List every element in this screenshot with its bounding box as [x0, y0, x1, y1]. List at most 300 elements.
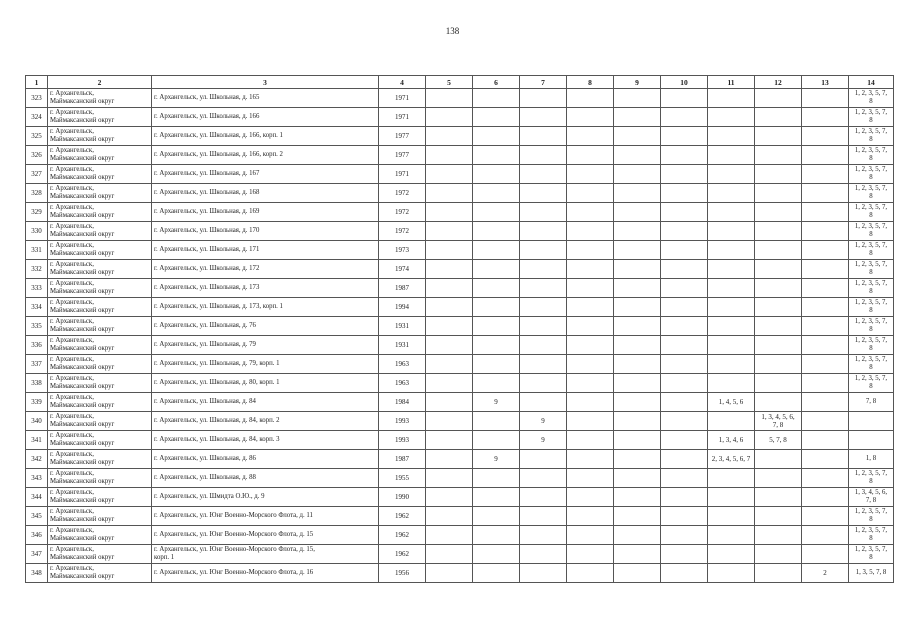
col14-cell	[849, 469, 894, 488]
district-cell	[48, 165, 152, 184]
district-cell	[48, 89, 152, 108]
cell-line: г. Архангельск, ул. Школьная, д. 86	[154, 454, 256, 462]
address-cell	[152, 469, 379, 488]
address-cell	[152, 336, 379, 355]
cell-line: 8	[869, 174, 873, 181]
row-number: 344	[26, 488, 48, 507]
cell-line: г. Архангельск,	[50, 146, 94, 154]
row-number: 325	[26, 127, 48, 146]
district-cell	[48, 317, 152, 336]
cell-line: г. Архангельск,	[50, 89, 94, 97]
cell-line: г. Архангельск, ул. Школьная, д. 76	[154, 321, 256, 329]
cell-line: г. Архангельск,	[50, 336, 94, 344]
cell-line: г. Архангельск, ул. Школьная, д. 166	[154, 112, 260, 120]
col7-cell	[520, 450, 567, 469]
cell-line: 1, 3, 5, 7, 8	[855, 568, 887, 576]
col8-cell	[567, 526, 614, 545]
table-row	[26, 336, 894, 355]
address-cell	[152, 431, 379, 450]
year-cell: 1974	[379, 260, 426, 279]
col13-cell	[802, 317, 849, 336]
col11-cell	[708, 355, 755, 374]
col12-cell	[755, 450, 802, 469]
cell-line: г. Архангельск,	[50, 393, 94, 401]
col11-cell	[708, 165, 755, 184]
year-cell: 1963	[379, 355, 426, 374]
col7-cell	[520, 222, 567, 241]
cell-line: г. Архангельск,	[50, 203, 94, 211]
col13-cell	[802, 146, 849, 165]
col5-cell	[426, 89, 473, 108]
col8-cell	[567, 108, 614, 127]
col14-cell	[849, 298, 894, 317]
col12-cell	[755, 526, 802, 545]
col6-cell	[473, 488, 520, 507]
cell-line: 8	[869, 345, 873, 352]
cell-line: г. Архангельск, ул. Школьная, д. 169	[154, 207, 260, 215]
cell-line: 1, 2, 3, 5, 7,	[854, 241, 888, 249]
col12-cell	[755, 564, 802, 583]
table-row	[26, 108, 894, 127]
row-number: 337	[26, 355, 48, 374]
cell-line: г. Архангельск, ул. Школьная, д. 80, корп. 1	[154, 378, 280, 386]
col11-cell	[708, 146, 755, 165]
cell-line: Маймаксанский округ	[50, 440, 115, 447]
table-row	[26, 393, 894, 412]
cell-line: г. Архангельск, ул. Шмидта О.Ю., д. 9	[154, 492, 265, 500]
district-cell	[48, 203, 152, 222]
col12-cell	[755, 469, 802, 488]
district-cell	[48, 108, 152, 127]
col14-cell	[849, 545, 894, 564]
address-cell	[152, 241, 379, 260]
col7-cell	[520, 317, 567, 336]
cell-line: 1, 2, 3, 5, 7,	[854, 507, 888, 515]
col9-cell	[614, 298, 661, 317]
cell-line: Маймаксанский округ	[50, 383, 115, 390]
col9-cell	[614, 393, 661, 412]
col8-cell	[567, 507, 614, 526]
cell-line: 8	[869, 269, 873, 276]
cell-line: 1, 2, 3, 5, 7,	[854, 298, 888, 306]
col10-cell	[661, 260, 708, 279]
cell-line: 1, 3, 4, 5, 6,	[761, 412, 795, 421]
col6-cell	[473, 89, 520, 108]
col8-cell	[567, 564, 614, 583]
col6-cell	[473, 374, 520, 393]
cell-line: Маймаксанский округ	[50, 364, 115, 371]
col14-cell	[849, 526, 894, 545]
district-cell	[48, 545, 152, 564]
year-cell: 1984	[379, 393, 426, 412]
col9-cell	[614, 431, 661, 450]
col8-cell	[567, 545, 614, 564]
col11-cell	[708, 526, 755, 545]
col9-cell	[614, 108, 661, 127]
col9-cell	[614, 184, 661, 203]
col12-cell	[755, 165, 802, 184]
cell-line: 8	[869, 212, 873, 219]
cell-line: г. Архангельск,	[50, 355, 94, 363]
col11-cell	[708, 488, 755, 507]
cell-line: г. Архангельск,	[50, 165, 94, 173]
col11-cell	[708, 469, 755, 488]
address-cell	[152, 355, 379, 374]
col5-cell	[426, 374, 473, 393]
col11-cell	[708, 127, 755, 146]
col6-cell	[473, 184, 520, 203]
district-cell	[48, 146, 152, 165]
col6-cell	[473, 127, 520, 146]
table-row	[26, 298, 894, 317]
row-number: 329	[26, 203, 48, 222]
col7-cell	[520, 260, 567, 279]
cell-line: 8	[869, 326, 873, 333]
col6-cell	[473, 165, 520, 184]
col12-cell	[755, 393, 802, 412]
col5-cell	[426, 469, 473, 488]
table-row	[26, 526, 894, 545]
col10-cell	[661, 374, 708, 393]
col7-cell	[520, 545, 567, 564]
cell-line: Маймаксанский округ	[50, 326, 115, 333]
col14-cell	[849, 222, 894, 241]
row-number: 343	[26, 469, 48, 488]
cell-line: г. Архангельск, ул. Школьная, д. 84	[154, 397, 256, 405]
address-cell	[152, 298, 379, 317]
row-number: 327	[26, 165, 48, 184]
col11-cell	[708, 184, 755, 203]
year-cell: 1962	[379, 507, 426, 526]
col9-cell	[614, 507, 661, 526]
col13-cell	[802, 412, 849, 431]
col11-cell	[708, 89, 755, 108]
col13-cell	[802, 298, 849, 317]
col14-cell	[849, 431, 894, 450]
year-cell: 1971	[379, 165, 426, 184]
cell-line: Маймаксанский округ	[50, 288, 115, 295]
row-number: 345	[26, 507, 48, 526]
col10-cell	[661, 165, 708, 184]
col10-cell	[661, 526, 708, 545]
year-cell: 1931	[379, 336, 426, 355]
col6-cell	[473, 526, 520, 545]
col6-cell	[473, 469, 520, 488]
cell-line: Маймаксанский округ	[50, 136, 115, 143]
row-number: 332	[26, 260, 48, 279]
col14-cell	[849, 241, 894, 260]
cell-line: 1, 2, 3, 5, 7,	[854, 279, 888, 287]
col13-cell	[802, 545, 849, 564]
address-cell	[152, 203, 379, 222]
col14-cell	[849, 412, 894, 431]
col11-cell	[708, 545, 755, 564]
column-header: 6	[473, 76, 520, 89]
row-number: 340	[26, 412, 48, 431]
cell-line: Маймаксанский округ	[50, 174, 115, 181]
col5-cell	[426, 336, 473, 355]
col14-cell	[849, 279, 894, 298]
col11-cell	[708, 260, 755, 279]
col9-cell	[614, 241, 661, 260]
col6-cell	[473, 203, 520, 222]
address-cell	[152, 450, 379, 469]
col12-cell	[755, 241, 802, 260]
table-row	[26, 146, 894, 165]
col11-cell	[708, 108, 755, 127]
col11-cell	[708, 507, 755, 526]
col6-cell	[473, 412, 520, 431]
district-cell	[48, 336, 152, 355]
col9-cell	[614, 469, 661, 488]
column-header: 12	[755, 76, 802, 89]
table-row	[26, 355, 894, 374]
cell-line: 1, 2, 3, 5, 7,	[854, 146, 888, 154]
cell-line: Маймаксанский округ	[50, 98, 115, 105]
col8-cell	[567, 279, 614, 298]
col9-cell	[614, 374, 661, 393]
district-cell	[48, 222, 152, 241]
cell-line: 5, 7, 8	[769, 435, 787, 444]
col13-cell	[802, 393, 849, 412]
year-cell: 1972	[379, 222, 426, 241]
table-row	[26, 184, 894, 203]
col5-cell	[426, 526, 473, 545]
year-cell: 1972	[379, 184, 426, 203]
cell-line: 8	[869, 307, 873, 314]
table-row	[26, 507, 894, 526]
cell-line: 1, 2, 3, 5, 7,	[854, 203, 888, 211]
col8-cell	[567, 317, 614, 336]
year-cell: 1972	[379, 203, 426, 222]
cell-line: Маймаксанский округ	[50, 535, 115, 542]
col12-cell	[755, 336, 802, 355]
cell-line: Маймаксанский округ	[50, 497, 115, 504]
cell-line: г. Архангельск,	[50, 507, 94, 515]
col10-cell	[661, 507, 708, 526]
col6-cell: 9	[473, 450, 520, 469]
year-cell: 1962	[379, 526, 426, 545]
cell-line: г. Архангельск, ул. Школьная, д. 84, корп. 2	[154, 416, 280, 424]
col12-cell	[755, 127, 802, 146]
cell-line: г. Архангельск,	[50, 108, 94, 116]
col6-cell	[473, 222, 520, 241]
col13-cell	[802, 431, 849, 450]
cell-line: Маймаксанский округ	[50, 117, 115, 124]
column-header: 9	[614, 76, 661, 89]
cell-line: 1, 2, 3, 5, 7,	[854, 526, 888, 534]
col5-cell	[426, 203, 473, 222]
cell-line: г. Архангельск,	[50, 374, 94, 382]
column-header: 10	[661, 76, 708, 89]
col13-cell	[802, 526, 849, 545]
col9-cell	[614, 412, 661, 431]
col9-cell	[614, 89, 661, 108]
address-cell	[152, 146, 379, 165]
col10-cell	[661, 184, 708, 203]
row-number: 338	[26, 374, 48, 393]
col13-cell	[802, 469, 849, 488]
cell-line: г. Архангельск, ул. Школьная, д. 171	[154, 245, 260, 253]
col5-cell	[426, 241, 473, 260]
row-number: 342	[26, 450, 48, 469]
col9-cell	[614, 260, 661, 279]
address-cell	[152, 374, 379, 393]
cell-line: г. Архангельск,	[50, 184, 94, 192]
col10-cell	[661, 488, 708, 507]
col12-cell	[755, 545, 802, 564]
row-number: 348	[26, 564, 48, 583]
cell-line: г. Архангельск, ул. Школьная, д. 168	[154, 188, 260, 196]
cell-line: 1, 2, 3, 5, 7,	[854, 222, 888, 230]
cell-line: 8	[869, 516, 873, 523]
cell-line: 1, 2, 3, 5, 7,	[854, 260, 888, 268]
col14-cell	[849, 336, 894, 355]
col8-cell	[567, 488, 614, 507]
address-cell	[152, 89, 379, 108]
district-cell	[48, 279, 152, 298]
col11-cell	[708, 564, 755, 583]
col10-cell	[661, 89, 708, 108]
cell-line: Маймаксанский округ	[50, 307, 115, 314]
column-header: 4	[379, 76, 426, 89]
col6-cell	[473, 298, 520, 317]
col6-cell	[473, 241, 520, 260]
col8-cell	[567, 241, 614, 260]
col7-cell	[520, 393, 567, 412]
col8-cell	[567, 165, 614, 184]
col11-cell	[708, 222, 755, 241]
col7-cell	[520, 564, 567, 583]
cell-line: г. Архангельск, ул. Школьная, д. 79	[154, 340, 256, 348]
col13-cell	[802, 336, 849, 355]
year-cell: 1956	[379, 564, 426, 583]
cell-line: 8	[869, 288, 873, 295]
district-cell	[48, 564, 152, 583]
col14-cell	[849, 165, 894, 184]
district-cell	[48, 393, 152, 412]
col14-cell	[849, 108, 894, 127]
district-cell	[48, 260, 152, 279]
year-cell: 1990	[379, 488, 426, 507]
address-cell	[152, 526, 379, 545]
cell-line: г. Архангельск,	[50, 545, 94, 553]
col14-cell	[849, 393, 894, 412]
column-header: 11	[708, 76, 755, 89]
col13-cell	[802, 507, 849, 526]
cell-line: г. Архангельск, ул. Школьная, д. 166, корп. 1	[154, 131, 283, 139]
col5-cell	[426, 355, 473, 374]
col14-cell	[849, 355, 894, 374]
col14-cell	[849, 564, 894, 583]
col12-cell	[755, 317, 802, 336]
cell-line: г. Архангельск, ул. Школьная, д. 84, корп. 3	[154, 435, 280, 443]
cell-line: Маймаксанский округ	[50, 155, 115, 162]
cell-line: 7, 8	[865, 397, 877, 405]
cell-line: 7, 8	[865, 497, 877, 504]
row-number: 323	[26, 89, 48, 108]
col7-cell	[520, 526, 567, 545]
col12-cell	[755, 146, 802, 165]
col13-cell	[802, 241, 849, 260]
row-number: 331	[26, 241, 48, 260]
cell-line: 1, 2, 3, 5, 7,	[854, 469, 888, 477]
cell-line: г. Архангельск,	[50, 279, 94, 287]
table-row	[26, 165, 894, 184]
col6-cell	[473, 431, 520, 450]
cell-line: 1, 2, 3, 5, 7,	[854, 317, 888, 325]
col10-cell	[661, 355, 708, 374]
cell-line: Маймаксанский округ	[50, 516, 115, 523]
year-cell: 1955	[379, 469, 426, 488]
cell-line: Маймаксанский округ	[50, 554, 115, 561]
row-number: 339	[26, 393, 48, 412]
col11-cell	[708, 241, 755, 260]
district-cell	[48, 469, 152, 488]
cell-line: 1, 2, 3, 5, 7,	[854, 374, 888, 382]
cell-line: 1, 2, 3, 5, 7,	[854, 165, 888, 173]
col10-cell	[661, 545, 708, 564]
cell-line: 8	[869, 98, 873, 105]
col7-cell	[520, 279, 567, 298]
cell-line: г. Архангельск,	[50, 526, 94, 534]
col8-cell	[567, 146, 614, 165]
header-row	[26, 76, 894, 89]
col7-cell	[520, 488, 567, 507]
year-cell: 1971	[379, 108, 426, 127]
col8-cell	[567, 127, 614, 146]
year-cell: 1963	[379, 374, 426, 393]
cell-line: 8	[869, 535, 873, 542]
column-header: 1	[26, 76, 48, 89]
table-row	[26, 374, 894, 393]
col12-cell	[755, 507, 802, 526]
col11-cell	[708, 317, 755, 336]
col12-cell	[755, 355, 802, 374]
cell-line: 1, 3, 4, 6	[718, 435, 744, 444]
col8-cell	[567, 355, 614, 374]
cell-line: г. Архангельск,	[50, 412, 94, 420]
col10-cell	[661, 203, 708, 222]
col8-cell	[567, 184, 614, 203]
cell-line: г. Архангельск, ул. Юнг Военно-Морского Флота, д. 16	[154, 568, 314, 576]
table-row	[26, 412, 894, 431]
cell-line: г. Архангельск,	[50, 450, 94, 458]
row-number: 330	[26, 222, 48, 241]
col5-cell	[426, 260, 473, 279]
col11-cell	[708, 431, 755, 450]
col5-cell	[426, 279, 473, 298]
cell-line: г. Архангельск, ул. Школьная, д. 88	[154, 473, 256, 481]
cell-line: Маймаксанский округ	[50, 402, 115, 409]
address-cell	[152, 279, 379, 298]
col8-cell	[567, 393, 614, 412]
column-header: 13	[802, 76, 849, 89]
cell-line: г. Архангельск, ул. Школьная, д. 173	[154, 283, 260, 291]
district-cell	[48, 127, 152, 146]
col13-cell	[802, 184, 849, 203]
table-row	[26, 564, 894, 583]
cell-line: 1, 3, 4, 5, 6,	[854, 488, 888, 496]
cell-line: г. Архангельск, ул. Школьная, д. 79, корп. 1	[154, 359, 280, 367]
col6-cell	[473, 146, 520, 165]
year-cell: 1962	[379, 545, 426, 564]
col9-cell	[614, 545, 661, 564]
col7-cell	[520, 374, 567, 393]
year-cell: 1977	[379, 146, 426, 165]
year-cell: 1993	[379, 431, 426, 450]
col6-cell: 9	[473, 393, 520, 412]
